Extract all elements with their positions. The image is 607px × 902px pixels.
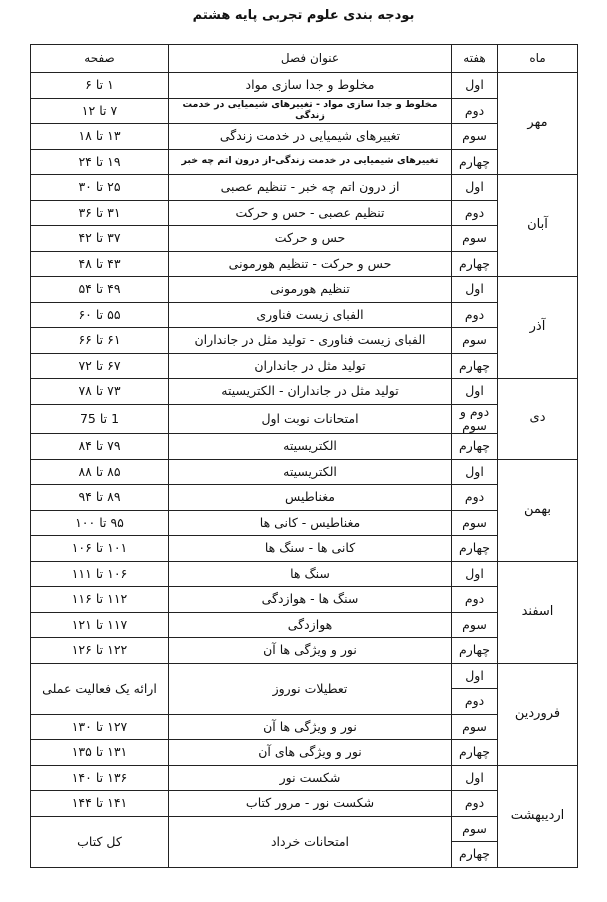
topic-cell: مخلوط و جدا سازی مواد: [169, 73, 452, 99]
table-row: [31, 536, 578, 562]
topic-cell: الفبای زیست فناوری: [169, 302, 452, 328]
topic-cell: امتحانات نوبت اول: [169, 404, 452, 434]
pages-cell: ۷۹ تا ۸۴: [31, 434, 169, 460]
page-title: بودجه بندی علوم تجربی پایه هشتم: [192, 8, 415, 23]
table-row: [31, 561, 578, 587]
pages-cell: ۷ تا ۱۲: [31, 98, 169, 124]
topic-cell: الکتریسیته: [169, 459, 452, 485]
topic-cell: الکتریسیته: [169, 434, 452, 460]
month-cell: دی: [498, 379, 578, 460]
header-topic: عنوان فصل: [169, 45, 452, 73]
topic-cell: امتحانات خرداد: [169, 816, 452, 867]
table-row: [31, 485, 578, 511]
table-row: [31, 587, 578, 613]
pages-cell: ۷۳ تا ۷۸: [31, 379, 169, 405]
table-row: [31, 175, 578, 201]
week-cell: دوم: [452, 485, 498, 511]
topic-cell: الفبای زیست فناوری - تولید مثل در جانداران: [169, 328, 452, 354]
week-cell: اول: [452, 561, 498, 587]
pages-cell: ۹۵ تا ۱۰۰: [31, 510, 169, 536]
week-cell: چهارم: [452, 638, 498, 664]
table-row: [31, 251, 578, 277]
pages-cell: ۸۵ تا ۸۸: [31, 459, 169, 485]
pages-cell: ۳۱ تا ۳۶: [31, 200, 169, 226]
month-cell: اردیبهشت: [498, 765, 578, 867]
topic-cell: هوازدگی: [169, 612, 452, 638]
month-cell: آذر: [498, 277, 578, 379]
topic-cell: مخلوط و جدا سازی مواد - تغییرهای شیمیایی در خدمت زندگی: [169, 98, 452, 124]
topic-cell: تغییرهای شیمیایی در خدمت زندگی: [169, 124, 452, 150]
topic-cell: سنگ ها: [169, 561, 452, 587]
table-row: [31, 765, 578, 791]
week-cell: اول: [452, 765, 498, 791]
schedule-table: [30, 44, 578, 868]
pages-cell: ۴۳ تا ۴۸: [31, 251, 169, 277]
table-row: [31, 434, 578, 460]
table-row: [31, 791, 578, 817]
month-cell: مهر: [498, 73, 578, 175]
week-cell: اول: [452, 663, 498, 689]
table-row: [31, 124, 578, 150]
topic-cell: تولید مثل در جانداران - الکتریسیته: [169, 379, 452, 405]
pages-cell: ۱ تا ۶: [31, 73, 169, 99]
topic-cell: تنظیم هورمونی: [169, 277, 452, 303]
table-row: [31, 149, 578, 175]
table-row: [31, 200, 578, 226]
topic-cell: کانی ها - سنگ ها: [169, 536, 452, 562]
table-row: [31, 816, 578, 842]
week-cell: چهارم: [452, 536, 498, 562]
table-row: [31, 226, 578, 252]
header-row: [31, 45, 578, 73]
pages-cell: ۱۹ تا ۲۴: [31, 149, 169, 175]
week-cell: اول: [452, 73, 498, 99]
topic-cell: حس و حرکت - تنظیم هورمونی: [169, 251, 452, 277]
topic-cell: تولید مثل در جانداران: [169, 353, 452, 379]
header-pages: صفحه: [31, 45, 169, 73]
table-row: [31, 714, 578, 740]
pages-cell: ۱۲۲ تا ۱۲۶: [31, 638, 169, 664]
week-cell: سوم: [452, 226, 498, 252]
topic-cell: سنگ ها - هوازدگی: [169, 587, 452, 613]
pages-cell: ۳۷ تا ۴۲: [31, 226, 169, 252]
topic-cell: از درون اتم چه خبر - تنظیم عصبی: [169, 175, 452, 201]
week-cell: چهارم: [452, 842, 498, 868]
week-cell: اول: [452, 277, 498, 303]
week-cell: دوم: [452, 200, 498, 226]
table-row: [31, 638, 578, 664]
table-row: [31, 612, 578, 638]
week-cell: چهارم: [452, 434, 498, 460]
topic-cell: تغییرهای شیمیایی در خدمت زندگی-از درون اتم چه خبر: [169, 149, 452, 175]
week-cell: اول: [452, 459, 498, 485]
week-cell: سوم: [452, 510, 498, 536]
week-cell: چهارم: [452, 353, 498, 379]
week-cell: چهارم: [452, 740, 498, 766]
pages-cell: 1 تا 75: [31, 404, 169, 434]
week-cell: سوم: [452, 124, 498, 150]
pages-cell: ۶۱ تا ۶۶: [31, 328, 169, 354]
month-cell: بهمن: [498, 459, 578, 561]
month-cell: فروردین: [498, 663, 578, 765]
table-row: [31, 404, 578, 434]
topic-cell: مغناطیس - کانی ها: [169, 510, 452, 536]
table-row: [31, 510, 578, 536]
pages-cell: ارائه یک فعالیت عملی: [31, 663, 169, 714]
week-cell: سوم: [452, 714, 498, 740]
pages-cell: ۱۴۱ تا ۱۴۴: [31, 791, 169, 817]
table-row: [31, 663, 578, 689]
header-month: ماه: [498, 45, 578, 73]
topic-cell: نور و ویژگی های آن: [169, 740, 452, 766]
pages-cell: ۵۵ تا ۶۰: [31, 302, 169, 328]
pages-cell: ۱۳۱ تا ۱۳۵: [31, 740, 169, 766]
pages-cell: ۱۱۷ تا ۱۲۱: [31, 612, 169, 638]
week-cell: سوم: [452, 328, 498, 354]
week-cell: اول: [452, 175, 498, 201]
topic-cell: تعطیلات نوروز: [169, 663, 452, 714]
table-row: [31, 740, 578, 766]
month-cell: اسفند: [498, 561, 578, 663]
table-row: [31, 353, 578, 379]
pages-cell: ۶۷ تا ۷۲: [31, 353, 169, 379]
pages-cell: ۱۰۱ تا ۱۰۶: [31, 536, 169, 562]
week-cell: دوم: [452, 98, 498, 124]
schedule-body: [31, 73, 578, 868]
week-cell: اول: [452, 379, 498, 405]
week-cell: دوم: [452, 791, 498, 817]
week-cell: دوم و سوم: [452, 404, 498, 434]
week-cell: سوم: [452, 612, 498, 638]
table-row: [31, 277, 578, 303]
week-cell: سوم: [452, 816, 498, 842]
topic-cell: شکست نور: [169, 765, 452, 791]
topic-cell: نور و ویژگی ها آن: [169, 638, 452, 664]
topic-cell: نور و ویژگی ها آن: [169, 714, 452, 740]
pages-cell: ۱۰۶ تا ۱۱۱: [31, 561, 169, 587]
week-cell: دوم: [452, 587, 498, 613]
pages-cell: ۲۵ تا ۳۰: [31, 175, 169, 201]
pages-cell: ۱۲۷ تا ۱۳۰: [31, 714, 169, 740]
topic-cell: شکست نور - مرور کتاب: [169, 791, 452, 817]
pages-cell: ۴۹ تا ۵۴: [31, 277, 169, 303]
table-row: [31, 73, 578, 99]
topic-cell: تنظیم عصبی - حس و حرکت: [169, 200, 452, 226]
week-cell: دوم: [452, 302, 498, 328]
pages-cell: کل کتاب: [31, 816, 169, 867]
pages-cell: ۸۹ تا ۹۴: [31, 485, 169, 511]
week-cell: دوم: [452, 689, 498, 715]
table-row: [31, 379, 578, 405]
table-row: [31, 302, 578, 328]
pages-cell: ۱۱۲ تا ۱۱۶: [31, 587, 169, 613]
header-week: هفته: [452, 45, 498, 73]
table-row: [31, 459, 578, 485]
topic-cell: حس و حرکت: [169, 226, 452, 252]
topic-cell: مغناطیس: [169, 485, 452, 511]
pages-cell: ۱۳ تا ۱۸: [31, 124, 169, 150]
pages-cell: ۱۳۶ تا ۱۴۰: [31, 765, 169, 791]
table-row: [31, 98, 578, 124]
month-cell: آبان: [498, 175, 578, 277]
week-cell: چهارم: [452, 149, 498, 175]
table-row: [31, 328, 578, 354]
week-cell: چهارم: [452, 251, 498, 277]
